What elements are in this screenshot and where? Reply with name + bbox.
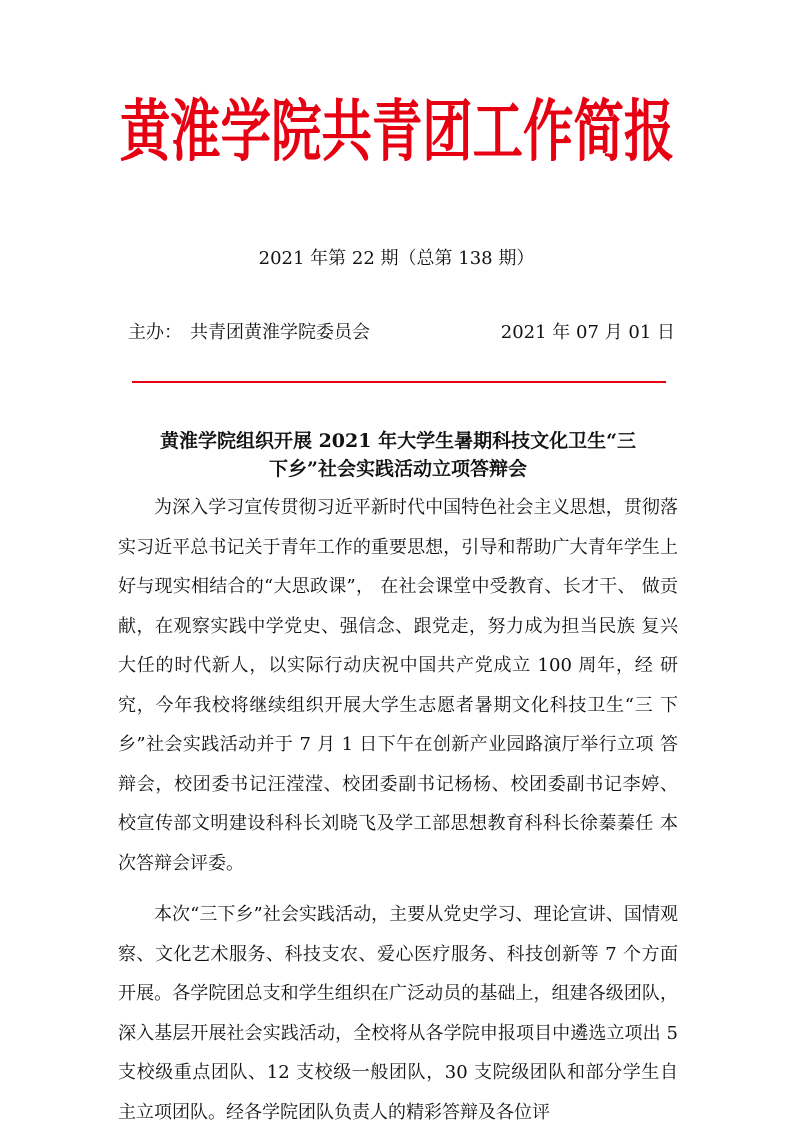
sponsor-org: 共青团黄淮学院委员会 — [190, 322, 370, 343]
article-paragraph: 本次“三下乡”社会实践活动，主要从党史学习、理论宣讲、国情观察、文化艺术服务、科技支农、爱心医疗服务、科技创新等 7 个方面开展。各学院团总支和学生组织在广泛动员的基础上，组建各级团队，深入基层开展社会实践活动，全校将从各学院申报项目中遴选立项出 5 支校级重点团队、12 支校级一般团队，30 支院级团队和部分学生自主立项团队。经各学院团队负责人的精彩答辩及各位评 — [118, 904, 678, 1123]
article-title — [118, 427, 678, 483]
article-title-line-2: 下乡”社会实践活动立项答辩会 — [269, 458, 527, 480]
article-body — [118, 488, 678, 1132]
publish-date: 2021 年 07 月 01 日 — [500, 322, 675, 343]
article-title-line-1: 黄淮学院组织开展 2021 年大学生暑期科技文化卫生“三 — [159, 430, 637, 452]
newsletter-masthead: 黄淮学院共青团工作简报 — [119, 92, 675, 172]
sponsor-line — [128, 318, 370, 344]
sponsor-label: 主办： — [128, 322, 182, 343]
red-divider — [132, 381, 666, 383]
article-paragraph: 为深入学习宣传贯彻习近平新时代中国特色社会主义思想，贯彻落实习近平总书记关于青年工作的重要思想，引导和帮助广大青年学生上好与现实相结合的“大思政课”， 在社会课堂中受教育、长才干、 做贡献，在观察实践中学党史、强信念、跟党走，努力成为担当民族 复兴大任的时代新人，以实际行动庆祝中国共产党成立 100 周年，经 研究，今年我校将继续组织开展大学生志愿者暑期文化科技卫生“三 下乡”社会实践活动并于 7 月 1 日下午在创新产业园路演厅举行立项 答辩会，校团委书记汪滢滢、校团委副书记杨杨、校团委副书记李婷、 校宣传部文明建设科科长刘晓飞及学工部思想教育科科长徐蓁蓁任 本次答辩会评委。 — [118, 497, 678, 874]
issue-number: 2021 年第 22 期（总第 138 期） — [258, 248, 535, 269]
